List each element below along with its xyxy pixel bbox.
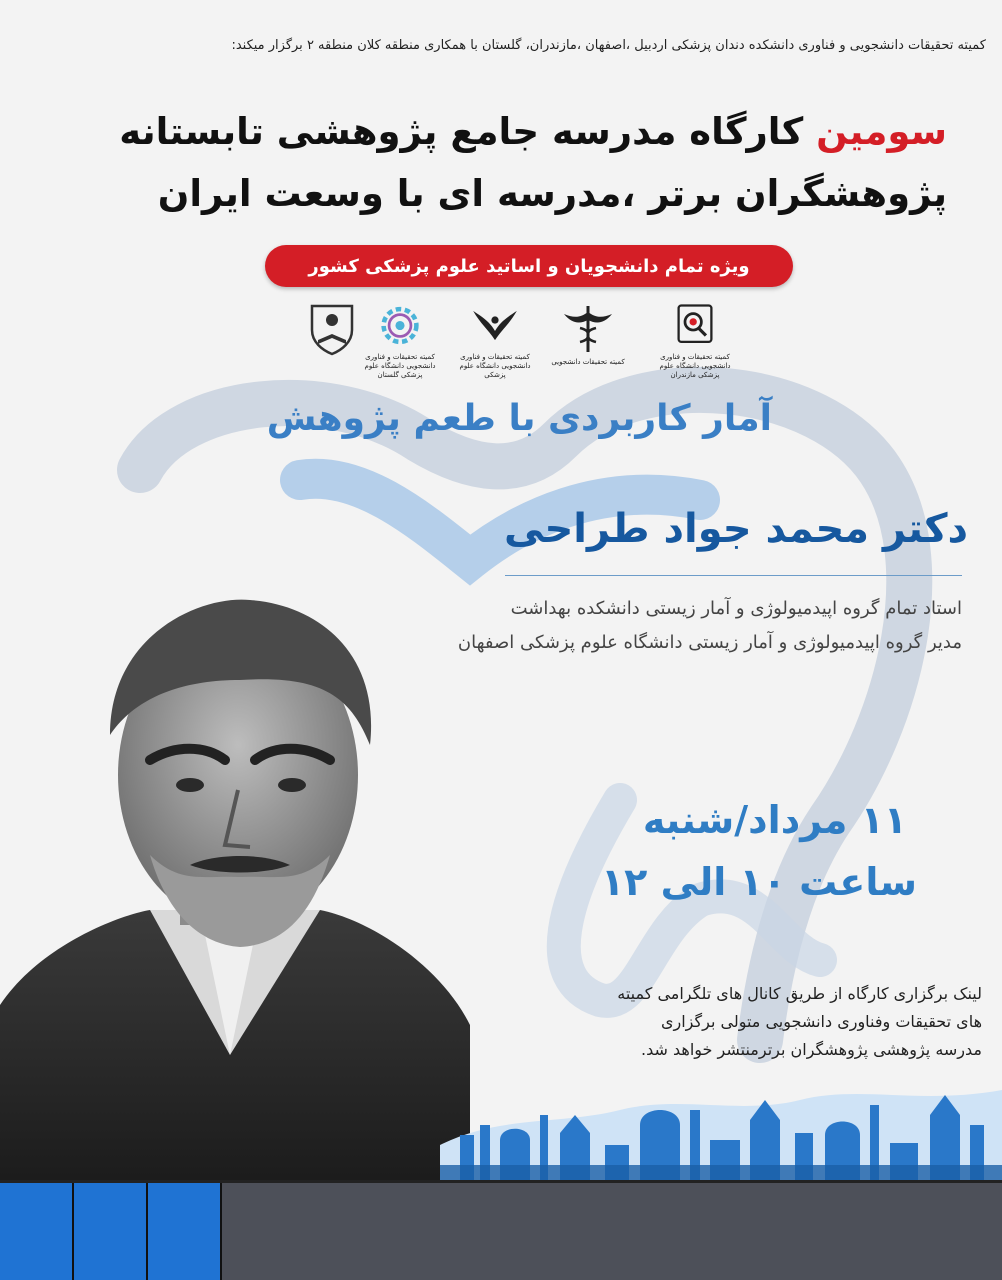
logo-3-caption: کمیته تحقیقات و فناوری دانشجویی دانشگاه علوم پزشکی <box>459 353 531 379</box>
bottom-bar-block-2 <box>74 1183 148 1280</box>
event-title-line-2: پژوهشگران برتر ،مدرسه ای با وسعت ایران <box>157 172 947 215</box>
magnifier-icon <box>667 300 723 351</box>
logo-2-caption: کمیته تحقیقات و فناوری دانشجویی دانشگاه علوم پزشکی گلستان <box>364 353 436 379</box>
audience-badge: ویژه تمام دانشجویان و اساتید علوم پزشکی کشور <box>265 245 793 287</box>
link-note-line-3: مدرسه پژوهشی پژوهشگران برترمنتشر خواهد شد. <box>641 1040 982 1059</box>
logo-4-caption: کمیته تحقیقات دانشجویی <box>551 358 625 366</box>
book-shield-icon <box>304 300 360 356</box>
organizer-statement: کمیته تحقیقات دانشجویی و فناوری دانشکده دندان پزشکی اردبیل ،اصفهان ،مازندران، گلستان با همکاری منطقه کلان منطقه ۲ برگزار میکند: <box>231 38 986 53</box>
bottom-bar-block-1 <box>0 1183 74 1280</box>
logo-5 <box>655 300 735 380</box>
logo-2 <box>360 300 440 380</box>
name-divider <box>505 575 962 576</box>
event-date: ۱۱ مرداد/شنبه <box>642 798 907 842</box>
logo-3 <box>455 300 535 380</box>
title-line-1-text: کارگاه مدرسه جامع پژوهشی تابستانه <box>119 110 817 153</box>
link-note-line-2: های تحقیقات وفناوری دانشجویی متولی برگزاری <box>660 1012 982 1031</box>
people-ring-icon <box>372 300 428 351</box>
speaker-name: دکتر محمد جواد طراحی <box>503 506 968 552</box>
bottom-bar-block-3 <box>148 1183 222 1280</box>
logo-4 <box>548 300 628 380</box>
title-accent-word: سومین <box>816 110 947 153</box>
event-time: ساعت ۱۰ الی ۱۲ <box>600 860 917 904</box>
link-note-line-1: لینک برگزاری کارگاه از طریق کانال های تلگرامی کمیته <box>617 984 982 1003</box>
city-skyline-graphic <box>440 1055 1002 1180</box>
speaker-role-2: مدیر گروه اپیدمیولوژی و آمار زیستی دانشگاه علوم پزشکی اصفهان <box>457 632 962 653</box>
logo-5-caption: کمیته تحقیقات و فناوری دانشجویی دانشگاه علوم پزشکی مازندران <box>659 353 731 379</box>
event-title-line-1 <box>47 110 947 153</box>
caduceus-icon <box>560 300 616 356</box>
winged-emblem-icon <box>467 300 523 351</box>
workshop-topic: آمار کاربردی با طعم پژوهش <box>266 398 772 439</box>
speaker-photo <box>0 585 470 1180</box>
speaker-role-1: استاد تمام گروه اپیدمیولوژی و آمار زیستی دانشکده بهداشت <box>510 598 962 619</box>
